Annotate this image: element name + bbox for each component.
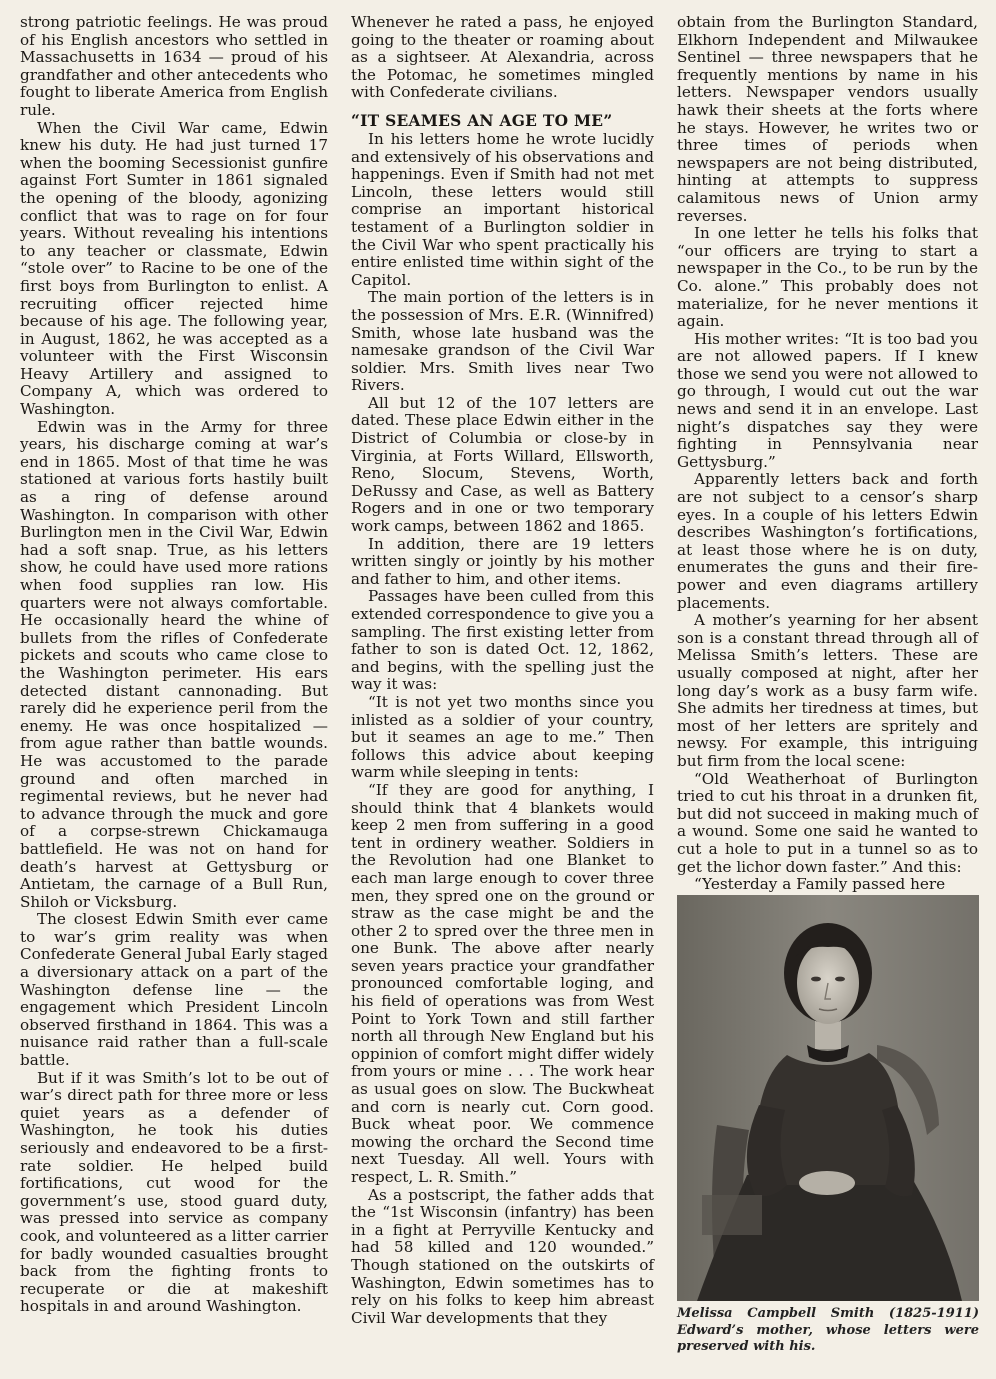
paragraph: Edwin was in the Army for three years, his discharge coming at war’s end in 1865. Most of that time he was stationed at various forts hastily built as a ring of defense around Washington. In comparison with other Burlington men in the Civil War, Edwin had a soft snap. True, as his letters show, he could have used more rations when food supplies ran low. His quarters were not always comfortable. He occasionally heard the whine of bullets from the rifles of Confederate pickets and scouts who came close to the Washington perimeter. His ears detected distant cannonading. But rarely did he experience peril from the enemy. He was once hospitalized — from ague rather than battle wounds. He was accustomed to the parade ground and often marched in regimental reviews, but he never had to advance through the muck and gore of a corpse-strewn Chickamauga battlefield. He was not on hand for death’s harvest at Gettysburg or Antietam, the carnage of a Bull Run, Shiloh or Vicksburg. [20,417,328,911]
paragraph: A mother’s yearning for her absent son is a constant thread through all of Melissa Smith’s letters. These are usually composed at night, after her long day’s work as a busy farm wife. She admits her tiredness at times, but most of her letters are spritely and newsy. For example, this intriguing but firm from the local scene: [677,611,978,770]
paragraph: strong patriotic feelings. He was proud of his English ancestors who settled in Massachusetts in 1634 — proud of his grandfather and other antecedents who fought to liberate America from English rule. [20,13,328,119]
paragraph: His mother writes: “It is too bad you are not allowed papers. If I knew those we send you were not allowed to go through, I would cut out the war news and send it in an envelope. Last night’s dispatches say they were fighting in Pennsylvania near Gettysburg.” [677,329,978,471]
paragraph: All but 12 of the 107 letters are dated. These place Edwin either in the District of Columbia or close-by in Virginia, at Forts Willard, Ellsworth, Reno, Slocum, Stevens, Worth, DeRussy and Case, as well as Battery Rogers and in one or two temporary work camps, between 1862 and 1865. [351,393,654,536]
paragraph: “If they are good for anything, I should think that 4 blankets would keep 2 men from suffering in a good tent in ordinery weather. Soldiers in the Revolution had one Blanket to each man large enough to cover three men, they spred one on the ground or straw as the case might be and the other 2 to spred over the three men in one Bunk. The above after nearly seven years practice your grandfather pronounced comfortable loging, and his field of operations was from West Point to York Town and still farther north all through New England but his oppinion of comfort might differ widely from yours or mine . . . The work hear as usual goes on slow. The Buckwheat and corn is nearly cut. Corn good. Buck wheat poor. We commence mowing the orchard the Second time next Tuesday. All well. Yours with respect, L. R. Smith.” [351,780,654,1186]
paragraph: Passages have been culled from this extended correspondence to give you a sampling. The first existing letter from father to son is dated Oct. 12, 1862, and begins, with the spelling just the way it was: [351,587,654,694]
text-column-2 [351,14,654,1327]
text-column-1 [20,14,328,1316]
paragraph: In addition, there are 19 letters written singly or jointly by his mother and father to him, and other items. [351,534,654,588]
portrait-photo [677,895,979,1301]
paragraph: In one letter he tells his folks that “our officers are trying to start a newspaper in the Co., to be run by the Co. alone.” This probably does not materialize, for he never mentions it again. [677,224,978,331]
text-column-3 [677,14,978,894]
portrait-illustration [677,895,979,1301]
photo-caption: Melissa Campbell Smith (1825-1911) Edward’s mother, whose letters were preserved with his. [677,1306,979,1355]
paragraph: Whenever he rated a pass, he enjoyed going to the theater or roaming about as a sightseer. At Alexandria, across the Potomac, he sometimes mingled with Confederate civilians. [351,13,654,102]
section-heading: “IT SEAMES AN AGE TO ME” [351,111,613,130]
paragraph: As a postscript, the father adds that the “1st Wisconsin (infantry) has been in a fight at Perryville Kentucky and had 58 killed and 120 wounded.” Though stationed on the outskirts of Washington, Edwin sometimes has to rely on his folks to keep him abreast Civil War developments that they [351,1185,654,1327]
paragraph: obtain from the Burlington Standard, Elkhorn Independent and Milwaukee Sentinel — three newspapers that he frequently mentions by name in his letters. Newspaper vendors usually hawk their sheets at the forts where he stays. However, he writes two or three times of periods when newspapers are not being distributed, hinting at attempts to suppress calamitous news of Union army reverses. [677,13,978,225]
paragraph: “Yesterday a Family passed here [694,875,946,894]
paragraph: The main portion of the letters is in the possession of Mrs. E.R. (Winnifred) Smith, whose late husband was the namesake grandson of the Civil War soldier. Mrs. Smith lives near Two Rivers. [351,288,654,395]
paragraph: “Old Weatherhoat of Burlington tried to cut his throat in a drunken fit, but did not succeed in making much of a wound. Some one said he wanted to cut a hole to put in a tunnel so as to get the lichor down faster.” And this: [677,769,978,876]
paragraph: The closest Edwin Smith ever came to war’s grim reality was when Confederate General Jubal Early staged a diversionary attack on a part of the Washington defense line — the engagement which President Lincoln observed firsthand in 1864. This was a nuisance raid rather than a full-scale battle. [20,910,328,1070]
paragraph: When the Civil War came, Edwin knew his duty. He had just turned 17 when the booming Secessionist gunfire against Fort Sumter in 1861 signaled the opening of the bloody, agonizing conflict that was to rage on for four years. Without revealing his intentions to any teacher or classmate, Edwin “stole over” to Racine to be one of the first boys from Burlington to enlist. A recruiting officer rejected hime because of his age. The following year, in August, 1862, he was accepted as a volunteer with the First Wisconsin Heavy Artillery and assigned to Company A, which was ordered to Washington. [20,118,328,419]
paragraph: “It is not yet two months since you inlisted as a soldier of your country, but it seames an age to me.” Then follows this advice about keeping warm while sleeping in tents: [351,692,654,782]
paragraph: Apparently letters back and forth are not subject to a censor’s sharp eyes. In a couple of his letters Edwin describes Washington’s fortifications, at least those where he is on duty, enumerates the guns and their fire-power and even diagrams artillery placements. [677,470,978,612]
paragraph: But if it was Smith’s lot to be out of war’s direct path for three more or less quiet years as a defender of Washington, he took his duties seriously and endeavored to be a first-rate soldier. He helped build fortifications, cut wood for the government’s use, stood guard duty, was pressed into service as company cook, and volunteered as a litter carrier for badly wounded casualties brought back from the fighting fronts to recuperate or die at makeshift hospitals in and around Washington. [20,1068,328,1316]
paragraph: In his letters home he wrote lucidly and extensively of his observations and happenings. Even if Smith had not met Lincoln, these letters would still comprise an important historical testament of a Burlington soldier in the Civil War who spent practically his entire enlisted time within sight of the Capitol. [351,129,654,289]
